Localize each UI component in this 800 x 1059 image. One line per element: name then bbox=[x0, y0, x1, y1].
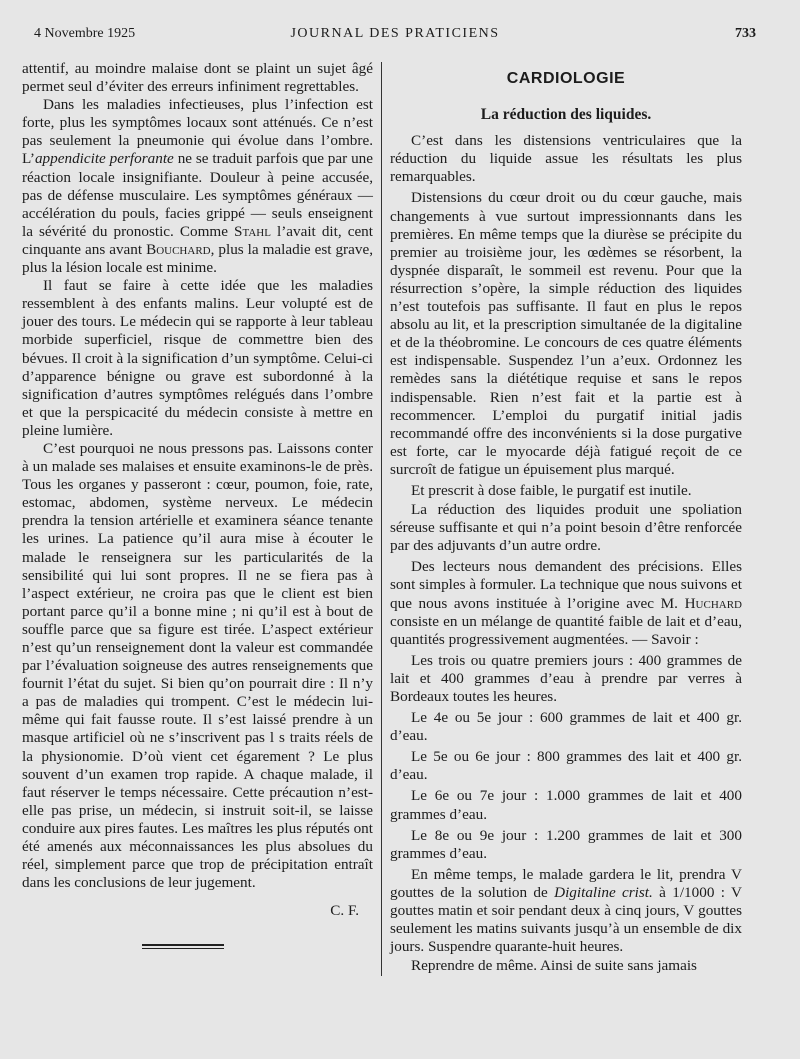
paragraph: attentif, au moindre malaise dont se plaint un sujet âgé permet seul d’éviter des erreurs infiniment regrettables. bbox=[22, 60, 373, 96]
dosage-item: Le 5e ou 6e jour : 800 grammes des lait et 400 gr. d’eau. bbox=[390, 748, 742, 784]
author-name: Huchard bbox=[684, 594, 742, 612]
left-column bbox=[22, 60, 373, 949]
paragraph: Il faut se faire à cette idée que les maladies ressemblent à des enfants malins. Leur volupté est de jouer des tours. Le médecin qui se rapporte à leur tableau morbide superficiel, risque de commettre bien des bévues. Il croit à la signification d’un symptôme. Celui-ci d’apparence bénigne ou grave est subordonné à la signification d’autres symptômes relégués dans l’ombre et que la perspicacité du médecin consiste à mettre en pleine lumière. bbox=[22, 277, 373, 439]
author-name: Stahl bbox=[234, 222, 271, 240]
signature: C. F. bbox=[330, 902, 359, 920]
section-title: CARDIOLOGIE bbox=[506, 70, 626, 87]
right-column bbox=[390, 60, 742, 975]
dosage-item: Le 4e ou 5e jour : 600 grammes de lait et 400 gr. d’eau. bbox=[390, 709, 742, 745]
paragraph: Dans les maladies infectieuses, plus l’infection est forte, plus les symptômes locaux sont atténués. Ce n’est pas seulement la pneumonie qui évolue dans l’ombre. L’appendicite perforante ne se traduit parfois que par une réaction locale insignifiante. Douleur à peine accusée, pas de défense musculaire. Les symptômes généraux — accélération du pouls, facies grippé — seuls enseignent la sévérité du pronostic. Comme Stahl l’avait dit, cent cinquante ans avant Bouchard, plus la maladie est grave, plus la lésion locale est minime. bbox=[22, 96, 374, 277]
paragraph: C’est pourquoi ne nous pressons pas. Laissons conter à un malade ses malaises et ensuite examinons-le de près. Tous les organes y passeront : cœur, poumon, foie, rate, estomac, abdomen, système nerveux. Le médecin prendra la tension artérielle et examinera séance tenante les urines. La patience qu’il aura mise à écouter le malade le renseignera sur les particularités de la sensibilité qui lui sont propres. Il ne se fiera pas à l’aspect extérieur, ne croira pas que le client est bien portant parce qu’il a bonne mine ; ni qu’il est à bout de souffle parce que sa figure est tirée. L’aspect extérieur n’est qu’un renseignement dont la valeur est commandée par l’évaluation soigneuse des autres renseignements que fournit l’état du sujet. Si bien qu’on pourrait dire : Il n’y a pas de maladies qui trompent. C’est le médecin lui-même qui fait fausse route. Il s’est laissé prendre à un masque artificiel où ne s’inscrivent pas l s traits réels de la physionomie. D’où vient cet égarement ? Le plus souvent d’un examen trop rapide. A chaque malade, il faut réserver le temps nécessaire. Cette précaution n’est-elle pas prise, un médecin, si instruit soit-il, se laisse conduire aux pires fautes. Les maîtres les plus réputés ont été amenés aux méconnaissances les plus absolues du réel, simplement parce que trop de précipitation entraît dans les conclusions de leur jugement. bbox=[22, 439, 373, 892]
paragraph: Distensions du cœur droit ou du cœur gauche, mais changements à vue surtout impressionnants dans les premières. En même temps que la diurèse se précipite du premier au troisième jour, les œdèmes se résorbent, la dyspnée disparaît, le sommeil est revenu. Pour que la résurrection s’opère, la simple réduction des liquides n’est toutefois pas suffisante. Il faut en plus le repos absolu au lit, et la prescription simultanée de la digitaline et de la théobromine. Le concours de ces quatre éléments est indispensable. Suspendez l’un a’eux. Ordonnez les remèdes sans la diététique requise et sans le repos indispensable. Rien n’est fait et la partie est à recommencer. L’emploi du purgatif initial jadis recommandé offre des inconvénients si la dose purgative est forte, car le myocarde déjà fatigué reçoit de ce surcroît de fatigue un épuisement plus marqué. bbox=[390, 189, 742, 478]
issue-date: 4 Novembre 1925 bbox=[34, 26, 136, 41]
article-title: La réduction des liquides. bbox=[480, 106, 652, 124]
paragraph: Et prescrit à dose faible, le purgatif est inutile. bbox=[411, 481, 692, 499]
dosage-item: Le 8e ou 9e jour : 1.200 grammes de lait et 300 grammes d’eau. bbox=[390, 826, 742, 862]
paragraph: La réduction des liquides produit une spoliation séreuse suffisante et qui n’a point besoin d’être renforcée par des adjuvants d’un autre ordre. bbox=[390, 501, 742, 555]
paragraph: Reprendre de même. Ainsi de suite sans jamais bbox=[411, 957, 697, 975]
author-name: Bouchard bbox=[146, 240, 211, 258]
paragraph: C’est dans les distensions ventriculaires que la réduction du liquide assue les résultats les plus remarquables. bbox=[390, 132, 742, 186]
journal-title: JOURNAL DES PRATICIENS bbox=[290, 26, 500, 41]
page-number: 733 bbox=[735, 26, 756, 41]
end-rule bbox=[142, 944, 224, 949]
paragraph: En même temps, le malade gardera le lit, prendra V gouttes de la solution de Digitaline crist. à 1/1000 : V gouttes matin et soir pendant deux à cinq jours, V gouttes seulement les matins suivants jusqu’à un ensemble de dix jours. Suspendre quarante-huit heures. bbox=[390, 865, 742, 956]
column-divider bbox=[381, 62, 382, 976]
emphasis: appendicite perforante bbox=[34, 150, 174, 168]
emphasis: Digitaline crist. bbox=[554, 883, 653, 901]
dosage-item: Le 6e ou 7e jour : 1.000 grammes de lait et 400 grammes d’eau. bbox=[390, 787, 742, 823]
paragraph: Des lecteurs nous demandent des précisions. Elles sont simples à formuler. La technique que nous suivons et que nous avons instituée à l’origine avec M. Huchard consiste en un mélange de quantité faible de lait et d’eau, quantités progressivement augmentées. — Savoir : bbox=[390, 558, 742, 648]
running-header bbox=[34, 26, 756, 46]
dosage-item: Les trois ou quatre premiers jours : 400 grammes de lait et 400 grammes d’eau à prendre par verres à Bordeaux toutes les heures. bbox=[390, 651, 742, 705]
